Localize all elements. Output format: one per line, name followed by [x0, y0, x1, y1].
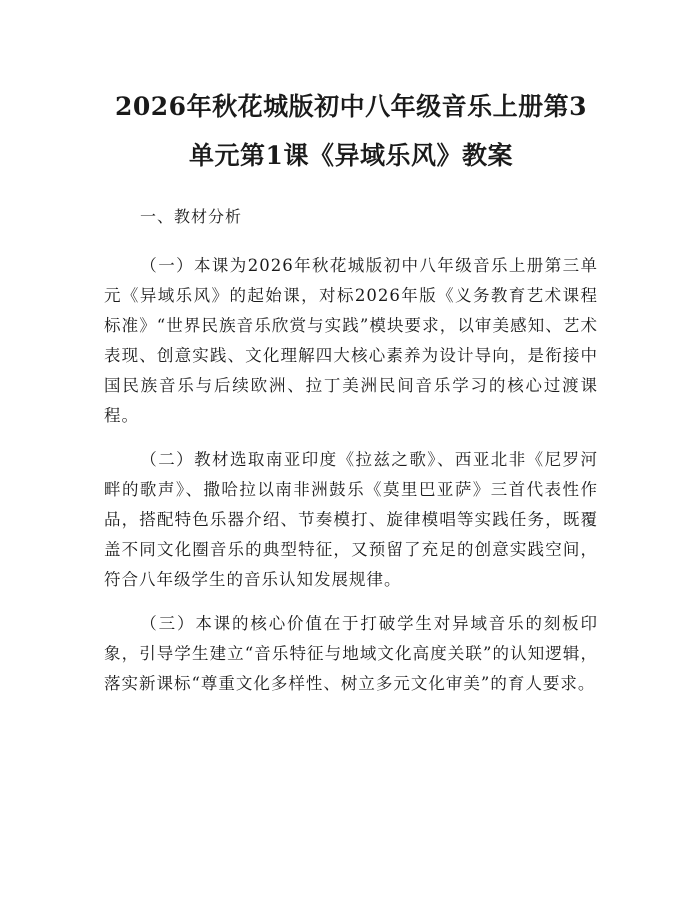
- document-title: 2026年秋花城版初中八年级音乐上册第3单元第1课《异域乐风》教案: [115, 92, 587, 170]
- paragraph-textbook-positioning: （一）本课为2026年秋花城版初中八年级音乐上册第三单元《异域乐风》的起始课，对标2026年版《义务教育艺术课程标准》“世界民族音乐欣赏与实践”模块要求，以审美感知、艺术表现、创意实践、文化理解四大核心素养为设计导向，是衔接中国民族音乐与后续欧洲、拉丁美洲民间音乐学习的核心过渡课程。: [104, 256, 598, 425]
- paragraph-textbook-content: （二）教材选取南亚印度《拉兹之歌》、西亚北非《尼罗河畔的歌声》、撒哈拉以南非洲鼓乐《莫里巴亚萨》三首代表性作品，搭配特色乐器介绍、节奏模打、旋律模唱等实践任务，既覆盖不同文化圈音乐的典型特征，又预留了充足的创意实践空间，符合八年级学生的音乐认知发展规律。: [104, 450, 598, 589]
- paragraph-core-value: （三）本课的核心价值在于打破学生对异域音乐的刻板印象，引导学生建立“音乐特征与地域文化高度关联”的认知逻辑，落实新课标“尊重文化多样性、树立多元文化审美”的育人要求。: [104, 614, 598, 693]
- section-heading: 一、教材分析: [140, 207, 243, 226]
